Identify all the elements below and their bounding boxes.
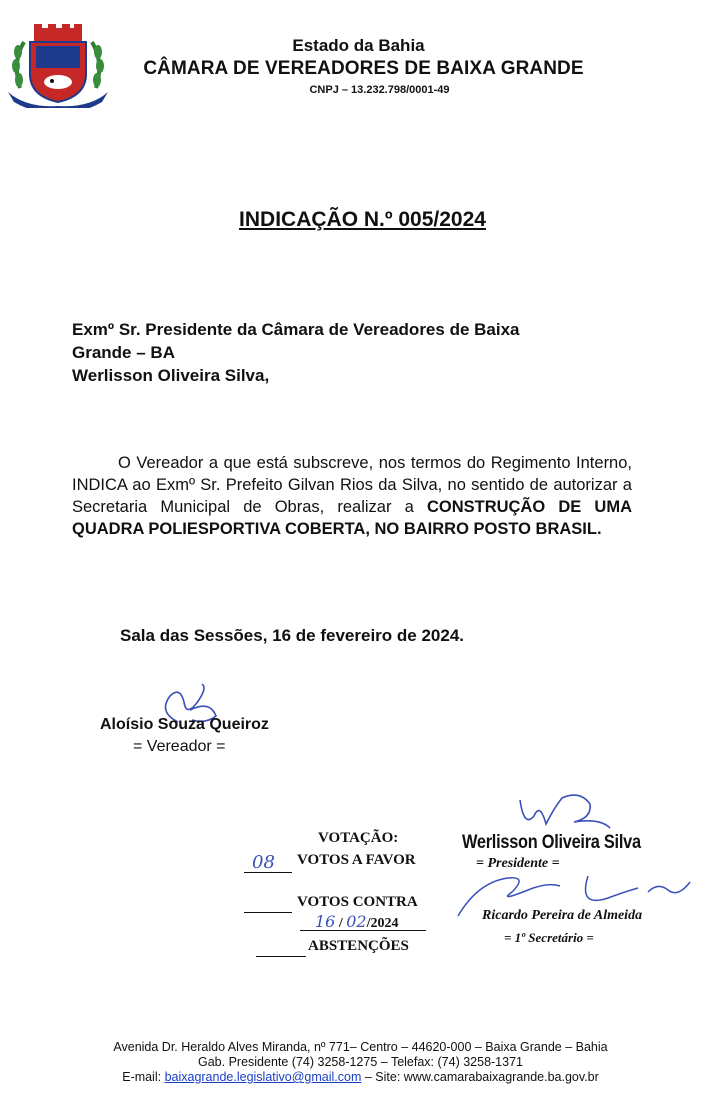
footer-email-label: E-mail:	[122, 1070, 165, 1084]
against-label: VOTOS CONTRA	[297, 894, 418, 910]
header-cnpj: CNPJ – 13.232.798/0001-49	[309, 84, 450, 96]
vote-date-year: /2024	[366, 916, 399, 931]
footer-contact	[0, 1070, 709, 1084]
in-favor-count: 08	[252, 852, 275, 873]
footer-site: – Site: www.camarabaixagrande.ba.gov.br	[361, 1070, 599, 1084]
addressee-line-1: Exmº Sr. Presidente da Câmara de Vereadores de Baixa	[72, 320, 520, 339]
president-signature-icon	[510, 788, 620, 838]
footer-address: Avenida Dr. Heraldo Alves Miranda, nº 771– Centro – 44620-000 – Baixa Grande – Bahia	[113, 1040, 608, 1054]
header-state: Estado da Bahia	[292, 36, 425, 55]
secretary-name: Ricardo Pereira de Almeida	[482, 908, 643, 923]
body-emphasis: CONSTRUÇÃO DE UMA QUADRA POLIESPORTIVA COBERTA, NO BAIRRO POSTO BRASIL.	[72, 498, 632, 538]
addressee-line-2: Grande – BA	[72, 343, 175, 362]
body-text: O Vereador a que está subscreve, nos termos do Regimento Interno, INDICA ao Exmº Sr. Prefeito Gilvan Rios da Silva, no sentido de autorizar a Secretaria Municipal de Obras, realizar a	[72, 454, 632, 516]
body-paragraph	[72, 452, 632, 540]
vote-date: 16 / 02/2024	[315, 912, 399, 931]
in-favor-label: VOTOS A FAVOR	[297, 852, 416, 868]
session-date: Sala das Sessões, 16 de fevereiro de 2024.	[120, 626, 464, 645]
author-name: Aloísio Souza Queiroz	[100, 716, 269, 733]
voting-title: VOTAÇÃO:	[318, 830, 399, 846]
vote-date-underline	[300, 930, 426, 931]
document-title: INDICAÇÃO N.º 005/2024	[239, 208, 486, 231]
president-role: = Presidente =	[476, 856, 560, 871]
footer-email-link[interactable]: baixagrande.legislativo@gmail.com	[164, 1070, 362, 1084]
vote-date-day: 16	[315, 912, 336, 931]
vote-date-month: 02	[346, 912, 367, 931]
addressee-block	[72, 318, 652, 387]
president-name: Werlisson Oliveira Silva	[462, 832, 641, 853]
footer-phones: Gab. Presidente (74) 3258-1275 – Telefax: (74) 3258-1371	[198, 1055, 523, 1069]
author-role: = Vereador =	[133, 738, 226, 755]
abstentions-blank	[256, 956, 306, 957]
header-chamber: CÂMARA DE VEREADORES DE BAIXA GRANDE	[143, 58, 584, 79]
abstentions-label: ABSTENÇÕES	[308, 938, 409, 954]
secretary-role: = 1º Secretário =	[504, 930, 594, 945]
against-blank	[244, 912, 292, 913]
addressee-line-3: Werlisson Oliveira Silva,	[72, 366, 270, 385]
